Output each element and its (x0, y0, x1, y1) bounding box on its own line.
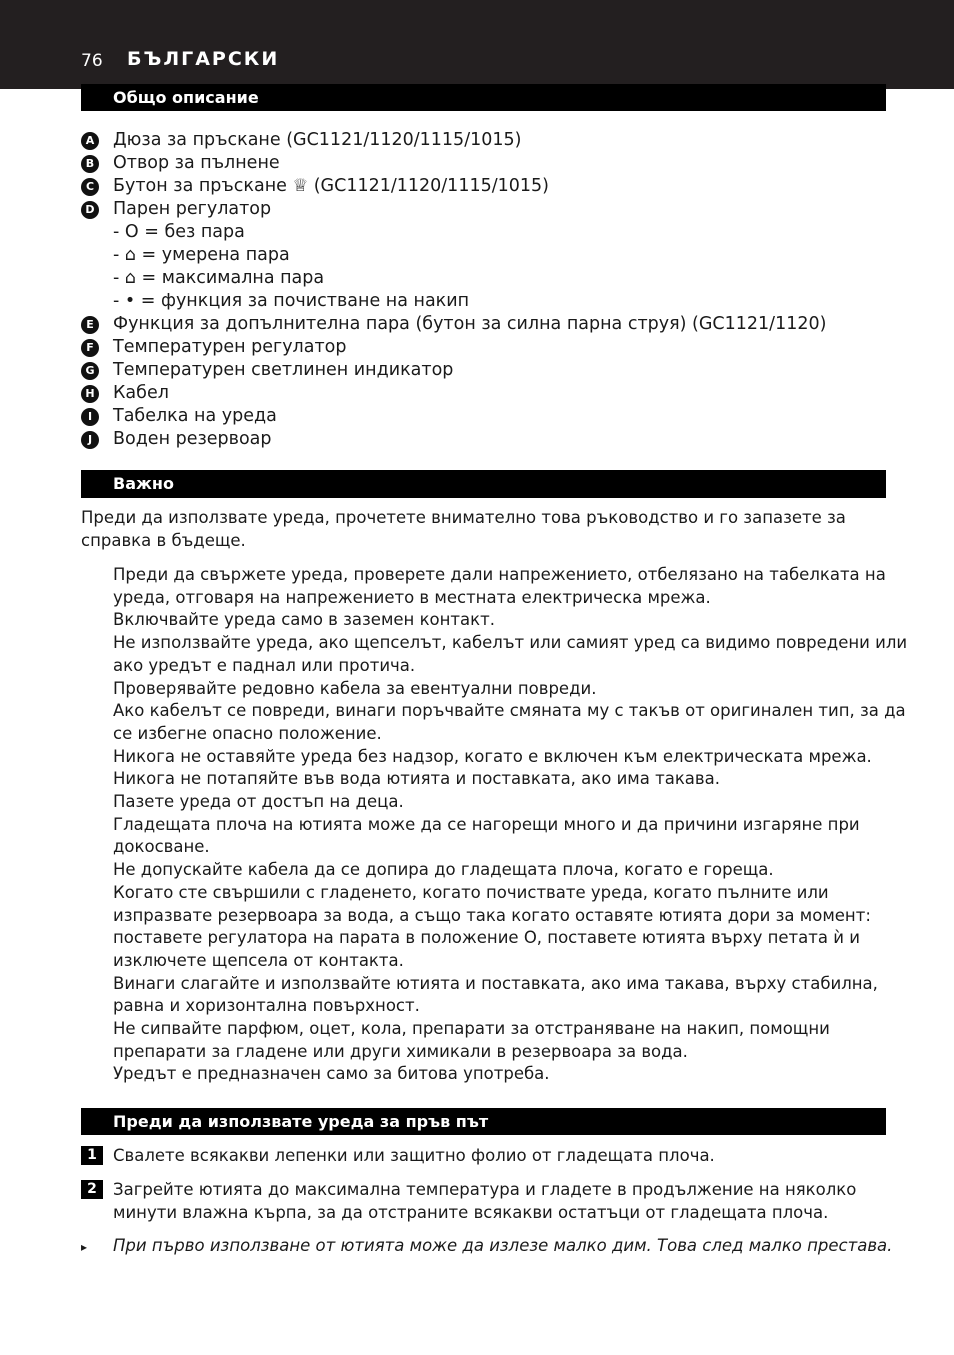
part-label: Отвор за пълнене (113, 153, 280, 173)
part-label: Температурен светлинен индикатор (113, 360, 454, 380)
part-label: Температурен регулатор (113, 337, 347, 357)
part-letter-badge: G (81, 362, 99, 380)
important-line: Не използвайте уреда, ако щепселът, кабелът или самият уред са видимо повредени или (113, 633, 908, 653)
note-text: При първо използване от ютията може да излезе малко дим. Това след малко престава. (113, 1236, 893, 1255)
section-overview: Общо описание (81, 84, 886, 111)
part-letter-badge: H (81, 385, 99, 403)
important-line: Преди да свържете уреда, проверете дали напрежението, отбелязано на табелката на (113, 565, 886, 584)
important-intro: Преди да използвате уреда, прочетете внимателно това ръководство и го запазете за справка в бъдеще. (81, 508, 846, 550)
part-label: Бутон за пръскане ♕ (GC1121/1120/1115/1015) (113, 176, 549, 196)
part-label: Кабел (113, 383, 169, 403)
step-text: Загрейте ютията до максимална температура и гладете в продължение на няколко (113, 1180, 857, 1199)
part-label: Воден резервоар (113, 429, 272, 449)
part-label: Табелка на уреда (113, 406, 277, 426)
step-number: 1 (81, 1146, 103, 1165)
language-title: БЪЛГАРСКИ (127, 48, 280, 70)
important-line: Никога не оставяйте уреда без надзор, когато е включен към електрическата мрежа. (113, 746, 872, 766)
header-bar (0, 0, 954, 89)
part-label: Дюза за пръскане (GC1121/1120/1115/1015) (113, 130, 522, 150)
step-text: Свалете всякакви лепенки или защитно фолио от гладещата плоча. (113, 1146, 715, 1165)
part-label: Функция за допълнителна пара (бутон за силна парна струя) (GC1121/1120) (113, 314, 827, 334)
important-line: се избегне опасно положение. (113, 723, 382, 743)
part-letter-badge: C (81, 178, 99, 196)
important-line: Пазете уреда от достъп на деца. (113, 792, 404, 811)
steam-setting: - • = функция за почистване на накип (113, 291, 470, 311)
important-line: препарати за гладене или други химикали в резервоара за вода. (113, 1041, 688, 1061)
page-number: 76 (81, 51, 103, 71)
important-line: Ако кабелът се повреди, винаги поръчвайте смяната му с такъв от оригинален тип, за да (113, 701, 906, 721)
important-line: Гладещата плоча на ютията може да се нагорещи много и да причини изгаряне при (113, 814, 860, 834)
part-letter-badge: D (81, 201, 99, 219)
important-line: поставете регулатора на парата в положение O, поставете ютията върху петата ѝ и (113, 928, 860, 948)
step-number: 2 (81, 1180, 103, 1199)
steam-setting: - ⌂ = умерена пара (113, 245, 290, 265)
important-line: докосване. (113, 837, 210, 857)
part-letter-badge: E (81, 316, 99, 334)
part-letter-badge: I (81, 408, 99, 426)
important-line: уреда, отговаря на напрежението в местната електрическа мрежа. (113, 587, 711, 607)
important-line: Когато сте свършили с гладенето, когато почиствате уреда, когато пълните или (113, 882, 829, 902)
important-line: равна и хоризонтална повърхност. (113, 996, 420, 1016)
section-important: Важно (81, 470, 886, 498)
important-line: Не сипвайте парфюм, оцет, кола, препарати за отстраняване на накип, помощни (113, 1019, 830, 1038)
step-text: минути влажна кърпа, за да отстраните всякакви остатъци от гладещата плоча. (113, 1203, 829, 1222)
steam-setting: - ⌂ = максимална пара (113, 268, 325, 288)
steam-setting: - O = без пара (113, 222, 245, 242)
important-line: Винаги слагайте и използвайте ютията и поставката, ако има такава, върху стабилна, (113, 973, 878, 993)
part-letter-badge: A (81, 132, 99, 150)
part-letter-badge: B (81, 155, 99, 173)
note-bullet: ▸ (81, 1240, 88, 1254)
part-letter-badge: J (81, 431, 99, 449)
important-line: изпразвате резервоара за вода, а също така когато оставяте ютията дори за момент: (113, 905, 871, 925)
important-line: Уредът е предназначен само за битова употреба. (113, 1064, 550, 1084)
part-letter-badge: F (81, 339, 99, 357)
important-line: Проверявайте редовно кабела за евентуални повреди. (113, 678, 597, 698)
important-line: изключете щепсела от контакта. (113, 950, 404, 970)
important-line: ако уредът е паднал или протича. (113, 655, 416, 675)
important-line: Не допускайте кабела да се допира до гладещата плоча, когато е гореща. (113, 860, 774, 880)
section-first-use: Преди да използвате уреда за пръв път (81, 1108, 886, 1135)
important-line: Включвайте уреда само в заземен контакт. (113, 610, 495, 630)
important-line: Никога не потапяйте във вода ютията и поставката, ако има такава. (113, 769, 720, 789)
part-label: Парен регулатор (113, 199, 272, 219)
